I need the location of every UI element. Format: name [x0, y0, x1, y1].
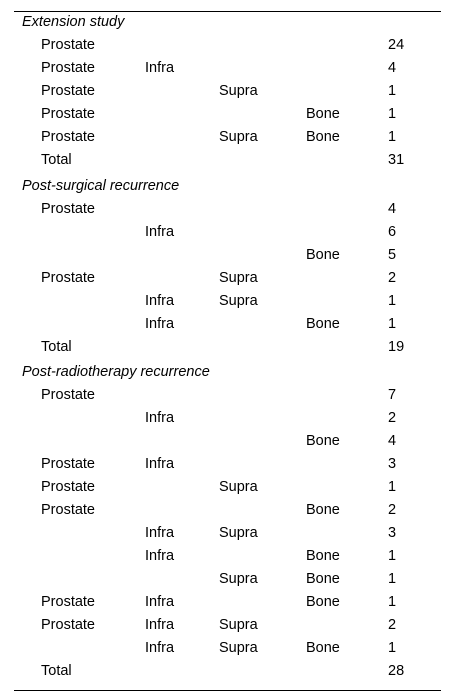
cell-supra: Supra: [219, 293, 258, 309]
cell-prostate: Prostate: [41, 106, 95, 122]
cell-infra: Infra: [145, 316, 175, 332]
cell-bone: Bone: [306, 129, 340, 145]
cell-count: 1: [388, 83, 397, 99]
cell-bone: Bone: [306, 316, 340, 332]
table-row: [14, 268, 441, 291]
section-header-row: [14, 362, 441, 385]
table-row: [14, 385, 441, 408]
table-row: [14, 58, 441, 81]
cell-count: 1: [388, 129, 397, 145]
cell-count: 6: [388, 224, 397, 240]
cell-infra: Infra: [145, 410, 175, 426]
cell-count: 5: [388, 247, 397, 263]
cell-bone: Bone: [306, 502, 340, 518]
cell-bone: Bone: [306, 571, 340, 587]
cell-count: 4: [388, 201, 397, 217]
cell-prostate: Prostate: [41, 387, 95, 403]
cell-count: 3: [388, 525, 397, 541]
table-row: [14, 127, 441, 150]
cell-infra: Infra: [145, 224, 175, 240]
table-row: [14, 291, 441, 314]
table-row: [14, 569, 441, 592]
table-row: [14, 104, 441, 127]
table-row: [14, 35, 441, 58]
cell-infra: Infra: [145, 60, 175, 76]
table-row: [14, 592, 441, 615]
total-count: 28: [388, 663, 405, 679]
cell-bone: Bone: [306, 106, 340, 122]
cell-count: 2: [388, 617, 397, 633]
cell-infra: Infra: [145, 640, 175, 656]
table-row: [14, 615, 441, 638]
cell-count: 1: [388, 594, 397, 610]
table-row: [14, 222, 441, 245]
cell-prostate: Prostate: [41, 594, 95, 610]
total-count: 31: [388, 152, 405, 168]
cell-prostate: Prostate: [41, 201, 95, 217]
cell-supra: Supra: [219, 617, 258, 633]
cell-prostate: Prostate: [41, 37, 95, 53]
cell-count: 4: [388, 60, 397, 76]
cell-supra: Supra: [219, 571, 258, 587]
table-row: [14, 408, 441, 431]
table-row: [14, 81, 441, 104]
section-title: Post-radiotherapy recurrence: [22, 364, 210, 380]
total-label: Total: [41, 339, 72, 355]
table-row: [14, 199, 441, 222]
total-label: Total: [41, 152, 72, 168]
cell-prostate: Prostate: [41, 129, 95, 145]
cell-count: 1: [388, 106, 397, 122]
cell-prostate: Prostate: [41, 456, 95, 472]
cell-prostate: Prostate: [41, 270, 95, 286]
cell-count: 1: [388, 479, 397, 495]
section-header-row: [14, 176, 441, 199]
table-row: [14, 431, 441, 454]
table-row: [14, 314, 441, 337]
section-title: Post-surgical recurrence: [22, 178, 180, 194]
cell-count: 7: [388, 387, 397, 403]
total-row: [14, 337, 441, 360]
cell-count: 2: [388, 270, 397, 286]
section-header-row: [14, 12, 441, 35]
cell-prostate: Prostate: [41, 83, 95, 99]
cell-count: 3: [388, 456, 397, 472]
total-label: Total: [41, 663, 72, 679]
table-row: [14, 523, 441, 546]
cell-bone: Bone: [306, 548, 340, 564]
cell-count: 1: [388, 548, 397, 564]
table-row: [14, 546, 441, 569]
cell-bone: Bone: [306, 433, 340, 449]
cell-infra: Infra: [145, 456, 175, 472]
table-row: [14, 477, 441, 500]
cell-count: 1: [388, 571, 397, 587]
cell-supra: Supra: [219, 640, 258, 656]
cell-prostate: Prostate: [41, 479, 95, 495]
total-row: [14, 150, 441, 173]
cell-count: 2: [388, 410, 397, 426]
cell-infra: Infra: [145, 617, 175, 633]
total-row: [14, 661, 441, 684]
cell-infra: Infra: [145, 548, 175, 564]
table-row: [14, 500, 441, 523]
cell-bone: Bone: [306, 247, 340, 263]
table-row: [14, 245, 441, 268]
cell-infra: Infra: [145, 594, 175, 610]
cell-supra: Supra: [219, 479, 258, 495]
table-row: [14, 638, 441, 661]
cell-supra: Supra: [219, 83, 258, 99]
cell-prostate: Prostate: [41, 617, 95, 633]
total-count: 19: [388, 339, 405, 355]
cell-count: 4: [388, 433, 397, 449]
cell-bone: Bone: [306, 594, 340, 610]
cell-count: 1: [388, 316, 397, 332]
cell-infra: Infra: [145, 293, 175, 309]
cell-count: 1: [388, 640, 397, 656]
cell-supra: Supra: [219, 525, 258, 541]
cell-infra: Infra: [145, 525, 175, 541]
table-row: [14, 454, 441, 477]
cell-prostate: Prostate: [41, 60, 95, 76]
cell-count: 1: [388, 293, 397, 309]
cell-count: 24: [388, 37, 405, 53]
cell-supra: Supra: [219, 129, 258, 145]
cell-prostate: Prostate: [41, 502, 95, 518]
cell-supra: Supra: [219, 270, 258, 286]
cell-bone: Bone: [306, 640, 340, 656]
cell-count: 2: [388, 502, 397, 518]
section-title: Extension study: [22, 14, 125, 30]
data-table: [14, 11, 441, 691]
